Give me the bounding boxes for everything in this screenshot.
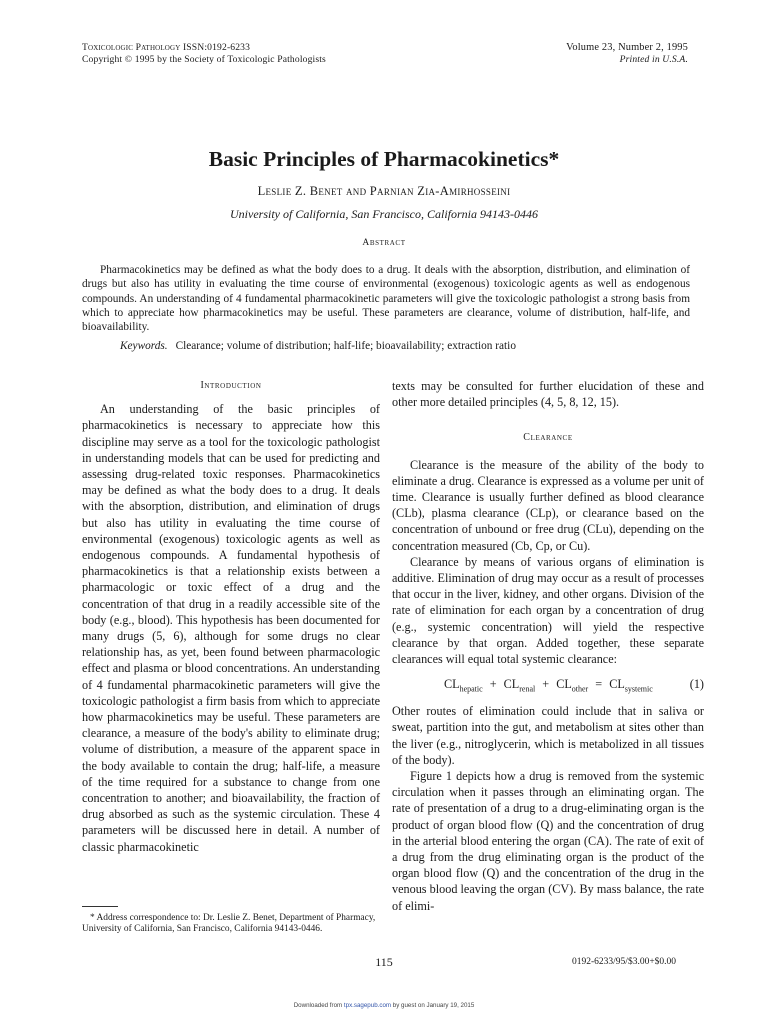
volume-info: Volume 23, Number 2, 1995 xyxy=(566,42,688,53)
authors: Leslie Z. Benet and Parnian Zia-Amirhosseini xyxy=(257,184,511,198)
clearance-paragraph-4: Figure 1 depicts how a drug is removed from the systemic circulation when it passes through an eliminating organ. The rate of presentation of a drug to a drug-eliminating organ is the product of organ blood flow (Q) and the concentration of drug in the arterial blood entering the organ (CA). The rate of exit of a drug from the drug eliminating organ is the product of the organ blood flow (Q) and the concentration of the drug in the venous blood leaving the organ (CV). By mass balance, the rate of elimi- xyxy=(392,769,704,913)
journal-name: Toxicologic Pathology ISSN:0192-6233 xyxy=(82,42,251,53)
equation-expression: $CL_{hepatic} + CL_{renal} + CL_{other} = CL_{systemic}$ xyxy=(444,677,653,694)
volume-header xyxy=(566,42,688,66)
abstract-heading: Abstract xyxy=(362,238,406,248)
download-notice xyxy=(0,1002,768,1009)
footnote: * Address correspondence to: Dr. Leslie Z. Benet, Department of Pharmacy, University of California, San Francisco, California 94143-0446. xyxy=(82,913,376,935)
copyright-line: Copyright © 1995 by the Society of Toxicologic Pathologists xyxy=(82,54,326,65)
equation-number: (1) xyxy=(689,677,704,692)
paper-title: Basic Principles of Pharmacokinetics* xyxy=(208,147,560,171)
download-suffix: by guest on January 19, 2015 xyxy=(392,1002,475,1009)
left-column xyxy=(82,378,380,855)
keywords-list: Clearance; volume of distribution; half-life; bioavailability; extraction ratio xyxy=(175,340,516,352)
clearance-paragraph-1: Clearance is the measure of the ability of the body to eliminate a drug. Clearance is expressed as a volume per unit of time. Clearance is usually further defined as blood clearance (CLb), plasma clearance (CLp), or clearance based on the concentration of unbound or free drug (CLu), depending on the concentration measured (Cb, Cp, or Cu). xyxy=(392,457,704,553)
page-number: 115 xyxy=(375,955,393,969)
journal-header xyxy=(82,42,326,66)
footnote-rule xyxy=(82,906,118,907)
download-prefix: Downloaded from xyxy=(293,1002,343,1009)
continuation-paragraph: texts may be consulted for further elucidation of these and other more detailed principles (4, 5, 8, 12, 15). xyxy=(392,379,704,410)
article-code: 0192-6233/95/$3.00+$0.00 xyxy=(572,957,677,967)
abstract-text: Pharmacokinetics may be defined as what the body does to a drug. It deals with the absorption, distribution, and elimination of drugs but also has utility in evaluating the time course of environmental (exogenous) toxicologic agents as well as endogenous compounds. An understanding of 4 fundamental pharmacokinetic parameters will give the toxicologic pathologist a strong basis from which to appreciate how pharmacokinetics may be useful. These parameters are clearance, volume of distribution, half-life, and bioavailability. xyxy=(82,264,690,334)
equation-1 xyxy=(392,676,704,696)
clearance-paragraph-2: Clearance by means of various organs of elimination is additive. Elimination of drug may occur as a result of processes that occur in the liver, kidney, and other organs. Division of the rate of elimination for each organ by a concentration of drug (e.g., systemic concentration) will yield the respective clearance by that organ. Added together, these separate clearances will equal total systemic clearance: xyxy=(392,554,704,667)
clearance-paragraph-3: Other routes of elimination could include that in saliva or sweat, partition into the gut, and metabolism at sites other than the liver (e.g., nitroglycerin, which is metabolized in all tissues of the body). xyxy=(392,704,704,767)
keywords-label: Keywords. xyxy=(120,340,168,352)
affiliation: University of California, San Francisco, California 94143-0446 xyxy=(230,207,538,221)
download-link[interactable]: tpx.sagepub.com xyxy=(343,1002,392,1009)
introduction-paragraph: An understanding of the basic principles of pharmacokinetics is necessary to appreciate how this discipline may serve as a tool for the toxicologic pathologist in understanding models that can be used for predicting and assessing drug-related toxic responses. Pharmacokinetics may be defined as what the body does to a drug. It deals with the absorption, distribution, and elimination of drugs but also has utility in evaluating the time course of environmental (exogenous) toxicologic agents as well as endogenous compounds. A fundamental hypothesis of pharmacokinetics is that a relationship exists between a pharmacologic or toxic effect of a drug and the concentration of that drug in a readily accessible site of the body (e.g., blood). This hypothesis has been documented for many drugs (5, 6), although for some drugs no clear relationship has, as yet, been found between pharmacologic effect and plasma or blood concentrations. An understanding of 4 fundamental pharmacokinetic parameters will give the toxicologic pathologist a firm basis from which to appreciate how pharmacokinetics may be useful. These parameters are clearance, a measure of the body's ability to eliminate drug; volume of distribution, a measure of the apparent space in the body available to contain the drug; half-life, a measure of the time required for a substance to change from one concentration to another; and bioavailability, the fraction of drug absorbed as such as the systemic circulation. These 4 parameters will be discussed here in detail. A number of classic pharmacokinetic xyxy=(82,402,380,854)
clearance-heading: Clearance xyxy=(523,432,573,444)
introduction-heading: Introduction xyxy=(200,380,262,391)
keywords xyxy=(120,340,700,352)
right-column xyxy=(392,378,704,914)
printed-in: Printed in U.S.A. xyxy=(619,54,688,65)
